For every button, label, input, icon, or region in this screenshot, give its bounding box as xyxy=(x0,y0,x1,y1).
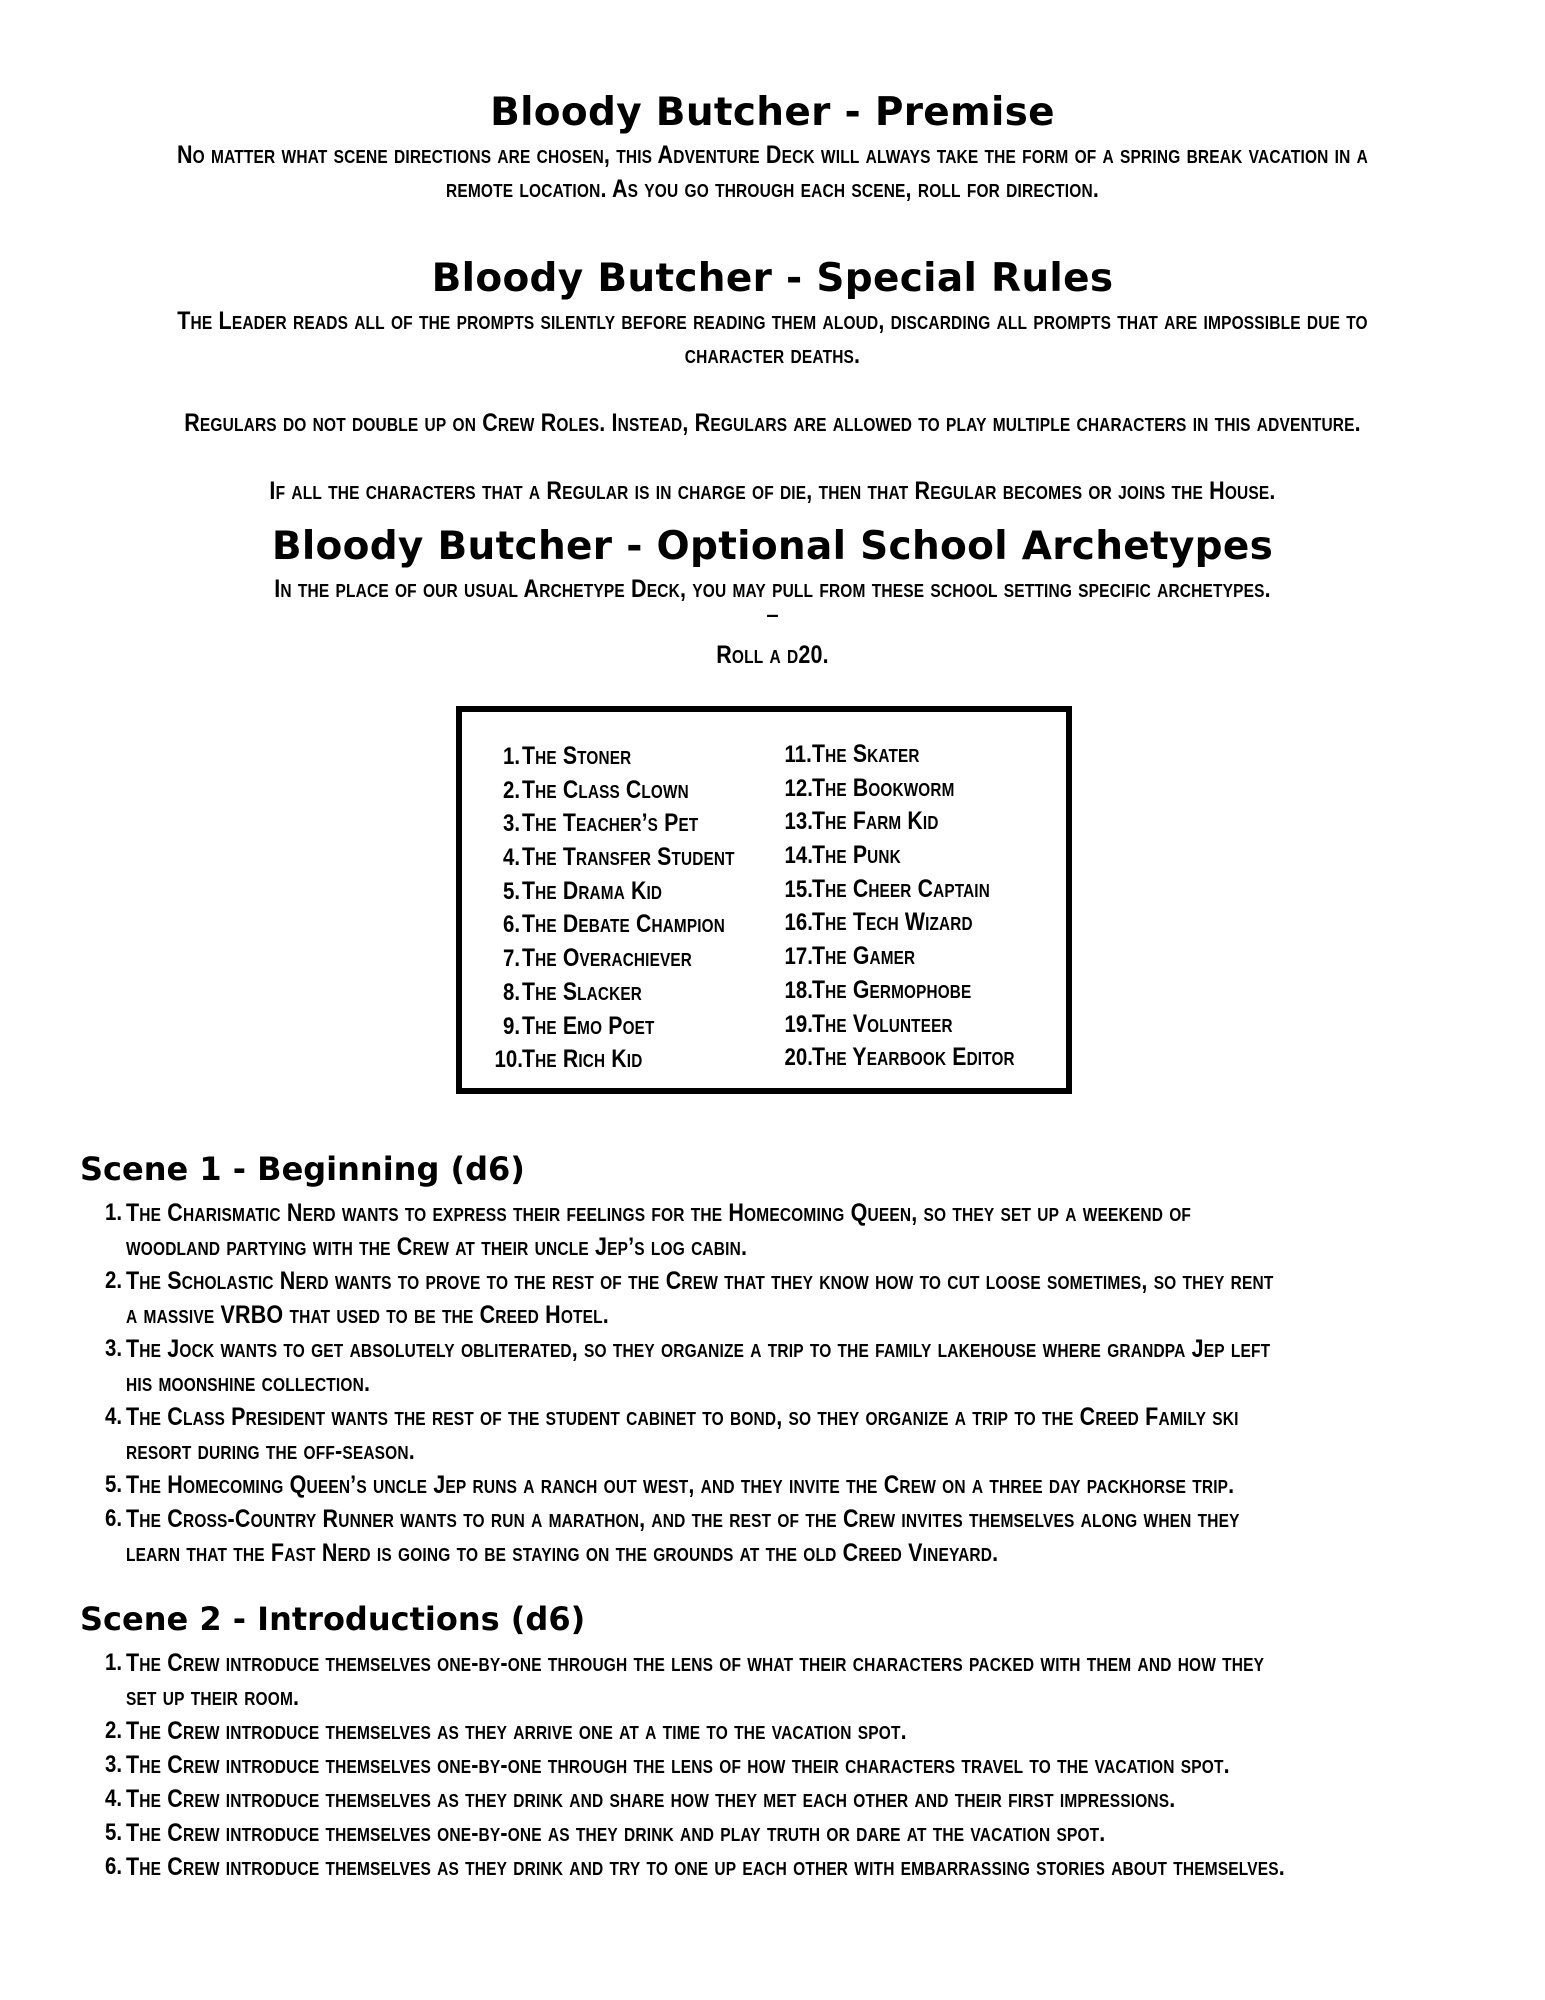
archetype-number: 9. xyxy=(502,1012,520,1040)
archetype-item xyxy=(490,774,772,808)
scene-option xyxy=(96,1816,1476,1850)
premise-heading: Bloody Butcher - Premise xyxy=(490,90,1055,135)
archetype-number: 1. xyxy=(502,743,520,770)
archetype-number: 3. xyxy=(502,810,520,838)
archetype-label: The Cheer Captain xyxy=(812,874,990,903)
archetype-number: 7. xyxy=(502,945,520,973)
archetype-item xyxy=(780,772,1051,806)
special-rules-paragraph: The Leader reads all of the prompts silently before reading them aloud, discarding all prompts that are impossible due to character deaths. xyxy=(177,307,1368,369)
archetype-label: The Slacker xyxy=(522,977,642,1006)
archetype-number: 19. xyxy=(784,1010,813,1038)
archetype-item xyxy=(780,805,1051,839)
archetype-label: The Gamer xyxy=(812,942,916,971)
archetype-item xyxy=(780,974,1051,1008)
scene-option-number: 4. xyxy=(104,1403,122,1430)
special-rules-paragraph: Regulars do not double up on Crew Roles. Instead, Regulars are allowed to play multiple characters in this adventure. xyxy=(184,409,1361,437)
archetype-label: The Skater xyxy=(812,740,920,768)
archetype-item xyxy=(490,740,772,774)
scene-option-text: The Scholastic Nerd wants to prove to the rest of the Crew that they know how to cut loose sometimes, so they rent a massive VRBO that used to be the Creed Hotel. xyxy=(126,1267,1274,1329)
archetype-item xyxy=(780,839,1051,873)
scene-option-number: 5. xyxy=(104,1471,122,1498)
scene-option-text: The Class President wants the rest of the student cabinet to bond, so they organize a trip to the Creed Family ski resort during the off-season. xyxy=(126,1403,1239,1465)
scene-option-number: 2. xyxy=(104,1267,122,1294)
special-rules-heading: Bloody Butcher - Special Rules xyxy=(431,256,1114,301)
archetype-label: The Punk xyxy=(812,841,901,870)
scene-option-number: 5. xyxy=(104,1819,122,1846)
archetype-number: 8. xyxy=(502,978,520,1006)
scene-option-number: 3. xyxy=(104,1335,122,1362)
scene-option-text: The Crew introduce themselves as they drink and try to one up each other with embarrassing stories about themselves. xyxy=(126,1853,1285,1881)
archetypes-table xyxy=(456,706,1072,1094)
scene-option-number: 3. xyxy=(104,1751,122,1778)
archetype-label: The Debate Champion xyxy=(522,910,725,939)
archetype-label: The Transfer Student xyxy=(522,843,735,872)
scene-option-number: 6. xyxy=(104,1853,122,1880)
archetypes-column-left xyxy=(490,740,772,1077)
scene-option xyxy=(96,1748,1476,1782)
scene-option xyxy=(96,1468,1476,1502)
scene-option xyxy=(96,1332,1476,1400)
archetypes-divider-dash: – xyxy=(766,602,779,627)
archetype-label: The Rich Kid xyxy=(522,1045,643,1074)
scene-option xyxy=(96,1714,1476,1748)
scene-option-text: The Cross-Country Runner wants to run a marathon, and the rest of the Crew invites themselves along when they learn that the Fast Nerd is going to be staying on the grounds at the old Creed Vineyard. xyxy=(126,1505,1240,1567)
archetype-number: 4. xyxy=(502,844,520,872)
scene-option xyxy=(96,1502,1476,1570)
scene-option-text: The Charismatic Nerd wants to express their feelings for the Homecoming Queen, so they set up a weekend of woodland partying with the Crew at their uncle Jep’s log cabin. xyxy=(126,1199,1192,1261)
archetype-label: The Germophobe xyxy=(812,975,972,1004)
scene-option xyxy=(96,1646,1476,1714)
archetype-label: The Class Clown xyxy=(522,775,689,804)
scene-option-text: The Crew introduce themselves one-by-one as they drink and play truth or dare at the vacation spot. xyxy=(126,1819,1106,1847)
scene-option xyxy=(96,1782,1476,1816)
archetype-item xyxy=(780,873,1051,907)
scene-option-number: 1. xyxy=(104,1199,122,1226)
archetype-number: 11. xyxy=(784,741,812,768)
scene-option-number: 4. xyxy=(104,1785,122,1812)
scene-option-text: The Crew introduce themselves as they drink and share how they met each other and their first impressions. xyxy=(126,1785,1176,1813)
archetype-number: 5. xyxy=(502,877,520,905)
scene-option-text: The Crew introduce themselves one-by-one through the lens of what their characters packed with them and how they set up their room. xyxy=(126,1649,1265,1711)
scene-option xyxy=(96,1400,1476,1468)
archetype-label: The Volunteer xyxy=(812,1009,953,1038)
archetype-label: The Yearbook Editor xyxy=(812,1043,1015,1072)
archetype-number: 15. xyxy=(784,875,813,903)
archetype-number: 14. xyxy=(784,842,813,870)
archetypes-heading: Bloody Butcher - Optional School Archetypes xyxy=(271,524,1274,569)
scene-option-number: 1. xyxy=(104,1649,122,1676)
archetype-number: 13. xyxy=(784,808,813,836)
archetype-label: The Teacher’s Pet xyxy=(522,809,699,838)
archetype-item xyxy=(490,875,772,909)
archetypes-roll-instruction: Roll a d20. xyxy=(716,641,829,669)
archetype-number: 18. xyxy=(784,976,813,1004)
archetype-label: The Emo Poet xyxy=(522,1011,655,1040)
scene-option-number: 2. xyxy=(104,1717,122,1744)
archetype-number: 2. xyxy=(502,776,520,804)
archetype-item xyxy=(490,1043,772,1077)
archetype-item xyxy=(780,1041,1051,1075)
scene-option-text: The Crew introduce themselves one-by-one through the lens of how their characters travel to the vacation spot. xyxy=(126,1751,1230,1779)
archetype-item xyxy=(780,738,1051,772)
archetypes-intro: In the place of our usual Archetype Deck, you may pull from these school setting specific archetypes. xyxy=(274,575,1271,603)
archetype-number: 12. xyxy=(784,774,813,802)
archetype-item xyxy=(490,976,772,1010)
archetype-number: 16. xyxy=(784,909,813,937)
archetypes-column-right xyxy=(780,738,1051,1075)
scene-option xyxy=(96,1264,1476,1332)
archetype-label: The Tech Wizard xyxy=(812,908,973,937)
scene-2-list xyxy=(96,1646,1476,1884)
archetype-label: The Stoner xyxy=(522,742,632,770)
archetype-item xyxy=(780,906,1051,940)
archetype-number: 10. xyxy=(494,1046,523,1074)
archetype-item xyxy=(780,940,1051,974)
scene-2-heading: Scene 2 - Introductions (d6) xyxy=(80,1600,586,1638)
archetype-number: 6. xyxy=(502,911,520,939)
archetype-item xyxy=(490,841,772,875)
archetype-label: The Bookworm xyxy=(812,773,955,802)
scene-option-number: 6. xyxy=(104,1505,122,1532)
scene-option-text: The Jock wants to get absolutely obliterated, so they organize a trip to the family lakehouse where grandpa Jep left his moonshine collection. xyxy=(126,1335,1271,1397)
scene-option-text: The Homecoming Queen’s uncle Jep runs a ranch out west, and they invite the Crew on a three day packhorse trip. xyxy=(126,1471,1235,1499)
scene-1-heading: Scene 1 - Beginning (d6) xyxy=(80,1150,525,1188)
premise-text: No matter what scene directions are chosen, this Adventure Deck will always take the form of a spring break vacation in a remote location. As you go through each scene, roll for direction. xyxy=(176,141,1369,203)
scene-1-list xyxy=(96,1196,1476,1570)
archetype-item xyxy=(490,807,772,841)
special-rules-paragraph: If all the characters that a Regular is in charge of die, then that Regular becomes or joins the House. xyxy=(269,477,1276,505)
scene-option xyxy=(96,1196,1476,1264)
archetype-label: The Farm Kid xyxy=(812,807,939,836)
archetype-item xyxy=(490,942,772,976)
scene-option xyxy=(96,1850,1476,1884)
archetype-item xyxy=(490,1010,772,1044)
archetype-item xyxy=(780,1008,1051,1042)
archetype-item xyxy=(490,908,772,942)
archetype-number: 17. xyxy=(784,943,813,971)
archetype-label: The Overachiever xyxy=(522,944,692,973)
archetype-label: The Drama Kid xyxy=(522,876,663,905)
archetype-number: 20. xyxy=(784,1044,813,1072)
scene-option-text: The Crew introduce themselves as they arrive one at a time to the vacation spot. xyxy=(126,1717,907,1745)
